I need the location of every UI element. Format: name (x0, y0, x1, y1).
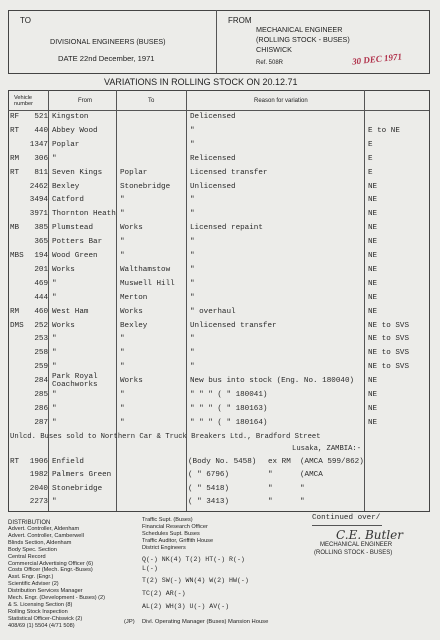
from-location: Kingston (52, 113, 89, 121)
from-line2: (ROLLING STOCK - BUSES) (256, 35, 350, 44)
from-line1: MECHANICAL ENGINEER (256, 25, 343, 34)
reason-text: " (190, 279, 195, 288)
garage-code-line: TC(2) AR(-) (142, 590, 186, 597)
garage-code-line: T(2) SW(-) WN(4) W(2) HW(-) (142, 577, 249, 584)
from-location: " (52, 363, 57, 372)
table-row (0, 405, 440, 419)
ref-number: Ref. 508R (256, 60, 284, 66)
distribution-entry: Body Spec. Section (8, 546, 57, 553)
vehicle-class: RT (10, 168, 20, 177)
table-row (0, 419, 440, 433)
body-number: ( " 5418) (188, 484, 230, 493)
table-row (0, 210, 440, 224)
distribution-entry: Costs Officer (Mech. Engr.-Buses) (8, 567, 93, 574)
status-flag: E to NE (368, 126, 400, 135)
ex-class: " (268, 498, 273, 507)
sold-row (0, 471, 440, 485)
status-flag: NE to SVS (368, 335, 410, 344)
vehicle-class: RT (10, 126, 20, 135)
distribution-entry: Distribution Services Manager (8, 588, 83, 595)
vehicle-number: 2273 (29, 498, 48, 507)
col-header-vehicle: Vehicle number (14, 95, 33, 107)
vehicle-number: 194 (34, 252, 48, 260)
document-title: VARIATIONS IN ROLLING STOCK ON 20.12.71 (104, 77, 298, 87)
reason-text: Licensed transfer (190, 168, 268, 177)
vehicle-number: 306 (34, 154, 48, 163)
table-row (0, 335, 440, 349)
to-location: " (120, 363, 125, 372)
vehicle-number: 1347 (29, 140, 48, 149)
ex-class: ex RM (268, 458, 291, 466)
footer-sig-line1: MECHANICAL ENGINEER (320, 542, 393, 548)
table-row (0, 349, 440, 363)
reason-text: " (190, 210, 195, 219)
vehicle-number: 1906 (29, 458, 48, 466)
table-row (0, 127, 440, 141)
status-flag: NE (368, 418, 378, 427)
vehicle-number: 521 (34, 113, 48, 121)
table-row (0, 391, 440, 405)
status-flag: NE (368, 307, 378, 316)
status-flag: E (368, 140, 373, 149)
vehicle-number: 285 (34, 391, 48, 399)
status-flag: NE (368, 293, 378, 302)
vehicle-number: 2462 (29, 182, 48, 191)
from-location: " (52, 391, 57, 399)
body-number: ( " 3413) (188, 498, 230, 507)
col-header-reason: Reason for variation (254, 98, 308, 104)
distribution-entry: Blinds Section, Aldenham (8, 539, 72, 546)
table-row (0, 322, 440, 336)
reason-text: " (190, 363, 195, 372)
distribution-entry: Mech. Engr. (Development - Buses) (2) (8, 595, 105, 601)
sold-destination: Lusaka, ZAMBIA:- (292, 445, 362, 453)
reason-text: Relicensed (190, 154, 236, 163)
from-location: Seven Kings (52, 168, 103, 177)
distribution-bottom: Divl. Operating Manager (Buses) Mansion House (142, 619, 269, 625)
vehicle-class: RT (10, 458, 20, 466)
status-flag: NE (368, 377, 378, 386)
distribution-entry: Asst. Engr. (Engr.) (8, 574, 54, 581)
garage-code-line: AL(2) WH(3) U(-) AV(-) (142, 603, 230, 610)
from-location: Plumstead (52, 224, 94, 233)
vehicle-number: 201 (34, 265, 48, 274)
table-row (0, 183, 440, 197)
table-row (0, 294, 440, 308)
footer-sig-line2: (ROLLING STOCK - BUSES) (314, 550, 393, 556)
to-location: " (120, 335, 125, 344)
to-location: Walthamstow (120, 265, 171, 274)
table-row (0, 169, 440, 183)
to-location: Works (120, 224, 143, 233)
col-header-from: From (78, 98, 92, 104)
reason-text: " " " ( " 180164) (190, 418, 268, 427)
garage-code-line: L(-) (142, 565, 158, 572)
distribution-heading: DISTRIBUTION (8, 520, 51, 526)
reason-text: " (190, 252, 195, 260)
from-location: Works (52, 321, 75, 330)
status-flag: NE (368, 279, 378, 288)
table-row (0, 266, 440, 280)
distribution-entry: Traffic Auditor, Griffith House (142, 537, 214, 544)
reason-text: " (190, 293, 195, 302)
table-row (0, 308, 440, 322)
vehicle-number: 811 (34, 168, 48, 177)
distribution-entry: Advert. Controller, Aldenham (8, 526, 80, 532)
reason-text: " " " ( " 180163) (190, 404, 268, 413)
reason-text: Unlicensed (190, 182, 236, 191)
from-line3: CHISWICK (256, 45, 292, 54)
status-flag: NE (368, 265, 378, 274)
vehicle-number: 287 (34, 418, 48, 427)
vehicle-class: MBS (10, 252, 24, 260)
body-number: ( " 6796) (188, 471, 230, 480)
table-row (0, 141, 440, 155)
status-flag: NE to SVS (368, 349, 410, 358)
status-flag: NE (368, 252, 378, 260)
from-location: " (52, 418, 57, 427)
reason-text: " overhaul (190, 307, 236, 316)
reason-text: " (190, 238, 195, 247)
vehicle-number: 3971 (29, 210, 48, 219)
from-location: " (52, 154, 57, 163)
to-location: Stonebridge (120, 182, 171, 191)
col-header-to: To (148, 98, 155, 104)
status-flag: NE to SVS (368, 363, 410, 372)
from-location: " (52, 349, 57, 358)
from-location: Park Royal Coachworks (52, 373, 98, 390)
from-location: Wood Green (52, 252, 98, 260)
body-number: (Body No. 5458) (188, 458, 257, 466)
reason-text: Delicensed (190, 113, 236, 121)
distribution-entry: Rolling Stock Inspection (8, 608, 68, 615)
distribution-entry: 408/69 (1) 5504 (4/71 508) (8, 622, 75, 629)
distribution-entry: Statistical Officer-Chiswick (2) (8, 615, 83, 622)
vehicle-number: 259 (34, 363, 48, 372)
status-flag: NE (368, 182, 378, 191)
from-location: Catford (52, 196, 84, 205)
sold-row (0, 498, 440, 512)
table-row (0, 224, 440, 238)
export-ref: (AMCA 599/862) (300, 458, 364, 466)
table-row (0, 113, 440, 127)
to-location: " (120, 349, 125, 358)
from-location: Bexley (52, 182, 80, 191)
export-ref: " (300, 498, 305, 507)
table-row (0, 196, 440, 210)
status-flag: NE (368, 224, 378, 233)
status-flag: NE to SVS (368, 321, 410, 330)
received-stamp: 30 DEC 1971 (351, 51, 403, 67)
to-location: Poplar (120, 168, 148, 177)
status-flag: NE (368, 391, 378, 399)
to-location: " (120, 418, 125, 427)
to-location: Works (120, 377, 143, 386)
to-location: " (120, 252, 125, 260)
to-location: " (120, 196, 125, 205)
to-location: " (120, 238, 125, 247)
table-row (0, 238, 440, 252)
status-flag: NE (368, 196, 378, 205)
status-flag: NE (368, 210, 378, 219)
from-location: " (52, 498, 57, 507)
from-location: " (52, 404, 57, 413)
reason-text: " (190, 335, 195, 344)
table-row (0, 280, 440, 294)
to-location: Bexley (120, 321, 148, 330)
vehicle-number: 286 (34, 404, 48, 413)
reason-text: Licensed repaint (190, 224, 263, 233)
vehicle-class: RM (10, 307, 20, 316)
reason-text: " (190, 196, 195, 205)
reason-text: New bus into stock (Eng. No. 180040) (190, 377, 355, 386)
to-location: " (120, 210, 125, 219)
vehicle-number: 469 (34, 279, 48, 288)
vehicle-number: 460 (34, 307, 48, 316)
reason-text: " " " ( " 180041) (190, 391, 268, 399)
from-location: Poplar (52, 140, 80, 149)
from-label: FROM (228, 16, 252, 25)
table-header-rule (8, 110, 429, 111)
distribution-entry: Scientific Adviser (2) (8, 581, 59, 588)
status-flag: NE (368, 238, 378, 247)
vehicle-number: 365 (34, 238, 48, 247)
vehicle-class: RF (10, 113, 20, 121)
reason-text: " (190, 140, 195, 149)
from-location: Abbey Wood (52, 126, 98, 135)
vehicle-number: 2040 (29, 484, 48, 493)
export-ref: " (300, 484, 305, 493)
signature: C.E. Butler (336, 528, 404, 542)
status-flag: E (368, 154, 373, 163)
vehicle-number: 252 (34, 321, 48, 330)
vehicle-class: RM (10, 154, 20, 163)
vehicle-class: MB (10, 224, 20, 233)
vehicle-number: 1982 (29, 471, 48, 480)
from-location: " (52, 279, 57, 288)
vehicle-number: 3494 (29, 196, 48, 205)
distribution-entry: Central Record (8, 553, 46, 560)
vehicle-number: 253 (34, 335, 48, 344)
ex-class: " (268, 484, 273, 493)
distribution-entry: District Engineers (142, 544, 186, 551)
reason-text: " (190, 349, 195, 358)
garage-code-line: Q(-) NK(4) T(2) HT(-) R(-) (142, 556, 245, 563)
vehicle-number: 284 (34, 377, 48, 386)
continued-note: Continued over/ (312, 514, 381, 522)
distribution-entry: Advert. Controller, Camberwell (8, 532, 84, 539)
from-location: " (52, 335, 57, 344)
table-row (0, 252, 440, 266)
vehicle-number: 440 (34, 126, 48, 135)
continued-rule (312, 525, 382, 526)
to-location: Works (120, 307, 143, 316)
vehicle-number: 385 (34, 224, 48, 233)
vehicle-number: 258 (34, 349, 48, 358)
from-location: Stonebridge (52, 484, 103, 493)
distribution-entry: Financial Research Officer (142, 523, 208, 530)
table-row (0, 373, 440, 391)
distribution-entry: Schedules Supt. Buses (142, 530, 200, 537)
from-location: Thornton Heath (52, 210, 116, 219)
distribution-entry: Commercial Advertising Officer (6) (8, 560, 94, 567)
status-flag: E (368, 168, 373, 177)
distribution-entry: & S. Licensing Section (8) (8, 601, 73, 608)
reason-text: " (190, 265, 195, 274)
distribution-jp: (JP) (124, 619, 135, 625)
export-ref: (AMCA (300, 471, 323, 480)
from-location: " (52, 293, 57, 302)
distribution-entry: Traffic Supt. (Buses) (142, 517, 193, 523)
header-divider (216, 10, 217, 73)
sold-note: Unlcd. Buses sold to Northern Car & Truck Breakers Ltd., Bradford Street (10, 433, 321, 441)
to-location: Muswell Hill (120, 279, 175, 288)
from-location: Palmers Green (52, 471, 112, 480)
from-location: Potters Bar (52, 238, 103, 247)
to-location: Merton (120, 293, 148, 302)
to-location: " (120, 404, 125, 413)
ex-class: " (268, 471, 273, 480)
table-row (0, 155, 440, 169)
vehicle-class: DMS (10, 321, 24, 330)
date-line: DATE 22nd December, 1971 (58, 54, 155, 63)
sold-row (0, 458, 440, 472)
from-location: West Ham (52, 307, 89, 316)
sold-row (0, 485, 440, 499)
to-label: TO (20, 16, 31, 25)
to-name: DIVISIONAL ENGINEERS (BUSES) (50, 37, 166, 46)
from-location: Enfield (52, 458, 84, 466)
reason-text: Unlicensed transfer (190, 321, 277, 330)
status-flag: NE (368, 404, 378, 413)
from-location: Works (52, 265, 75, 274)
to-location: " (120, 391, 125, 399)
vehicle-number: 444 (34, 293, 48, 302)
reason-text: " (190, 126, 195, 135)
